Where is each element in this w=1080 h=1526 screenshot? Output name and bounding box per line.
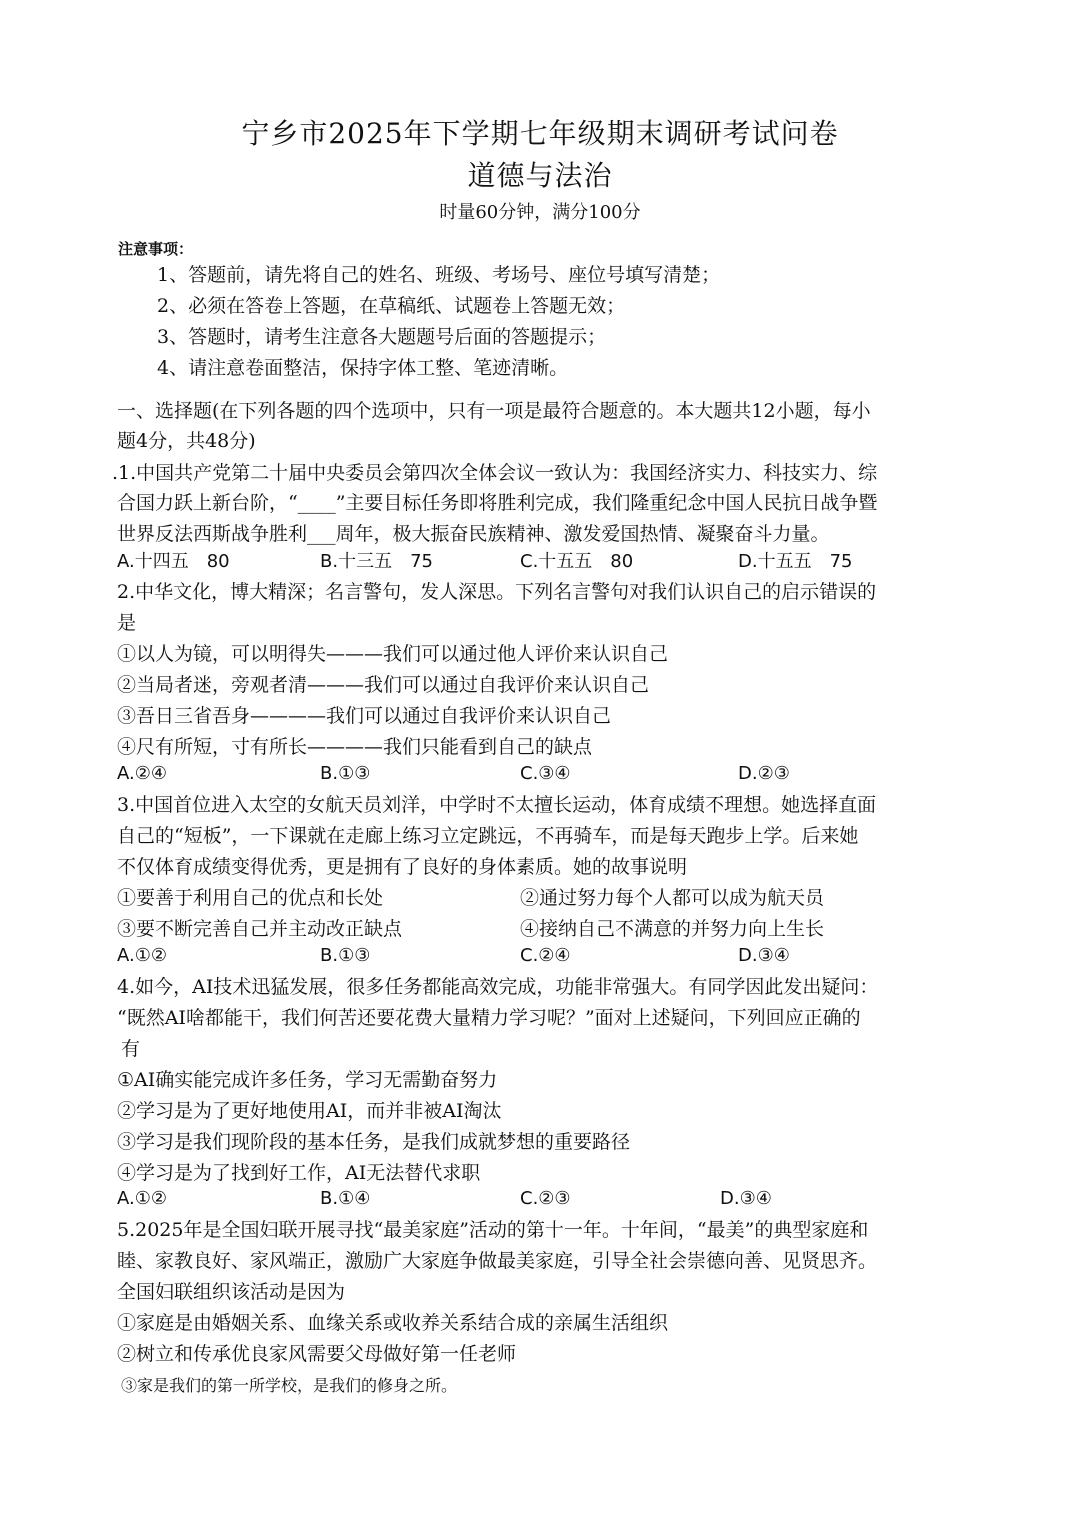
statement-item: ④接纳自己不满意的并努力向上生长 (520, 918, 825, 940)
option-c: C.十五五 80 (520, 551, 634, 572)
option-a: A.十四五 80 (117, 551, 230, 572)
statement-item: ①要善于利用自己的优点和长处 (117, 887, 384, 909)
statement-item: ②通过努力每个人都可以成为航天员 (520, 887, 825, 909)
option-c: C.③④ (520, 763, 571, 784)
question-text: 有 (121, 1038, 141, 1060)
notice-item: 2、必须在答卷上答题，在草稿纸、试题卷上答题无效； (157, 295, 626, 317)
option-a: A.①② (117, 1188, 167, 1209)
option-d: D.③④ (738, 945, 790, 966)
question-text: 是 (117, 612, 137, 634)
notice-item: 3、答题时，请考生注意各大题题号后面的答题提示； (157, 326, 607, 348)
section-heading-cont: 题4分，共48分) (117, 430, 256, 452)
statement-item: ②学习是为了更好地使用AI，而并非被AI淘汰 (117, 1100, 502, 1122)
question-text: 合国力跃上新台阶，“____”主要目标任务即将胜利完成，我们隆重纪念中国人民抗日战争暨 (117, 492, 878, 514)
statement-item: ①AI确实能完成许多任务，学习无需勤奋努力 (117, 1069, 498, 1091)
question-text: 5.2025年是全国妇联开展寻找“最美家庭”活动的第十一年。十年间，“最美”的典型家庭和 (117, 1219, 869, 1241)
page-title: 宁乡市2025年下学期七年级期末调研考试问卷 (241, 117, 839, 150)
statement-item: ③学习是我们现阶段的基本任务，是我们成就梦想的重要路径 (117, 1131, 631, 1153)
section-heading: 一、选择题(在下列各题的四个选项中，只有一项是最符合题意的。本大题共12小题，每小 (117, 400, 871, 422)
option-d: D.十五五 75 (738, 551, 853, 572)
option-a: A.①② (117, 945, 167, 966)
question-text: .1.中国共产党第二十届中央委员会第四次全体会议一致认为：我国经济实力、科技实力、综 (112, 462, 878, 484)
option-b: B.十三五 75 (320, 551, 433, 572)
option-b: B.①③ (320, 763, 371, 784)
statement-item: ②当局者迷，旁观者清———我们可以通过自我评价来认识自己 (117, 674, 650, 696)
option-c: C.②④ (520, 945, 571, 966)
option-a: A.②④ (117, 763, 167, 784)
statement-item: ①以人为镜，可以明得失———我们可以通过他人评价来认识自己 (117, 643, 669, 665)
question-text: “既然AI啥都能干，我们何苦还要花费大量精力学习呢？”面对上述疑问，下列回应正确的 (117, 1007, 861, 1029)
statement-item: ②树立和传承优良家风需要父母做好第一任老师 (117, 1343, 517, 1365)
question-text: 睦、家教良好、家风端正，激励广大家庭争做最美家庭，引导全社会崇德向善、见贤思齐。 (117, 1250, 878, 1272)
option-d: D.②③ (738, 763, 790, 784)
subject-title: 道德与法治 (467, 159, 613, 192)
statement-item: ④学习是为了找到好工作，AI无法替代求职 (117, 1162, 481, 1184)
option-b: B.①③ (320, 945, 371, 966)
option-c: C.②③ (520, 1188, 571, 1209)
statement-item: ③要不断完善自己并主动改正缺点 (117, 918, 403, 940)
option-b: B.①④ (320, 1188, 371, 1209)
question-text: 3.中国首位进入太空的女航天员刘洋，中学时不太擅长运动，体育成绩不理想。她选择直面 (117, 794, 877, 816)
question-text: 全国妇联组织该活动是因为 (117, 1281, 346, 1303)
question-text: 自己的“短板”，一下课就在走廊上练习立定跳远，不再骑车，而是每天跑步上学。后来她 (117, 825, 859, 847)
question-text: 4.如今，AI技术迅猛发展，很多任务都能高效完成，功能非常强大。有同学因此发出疑问： (117, 976, 879, 998)
statement-item: ③吾日三省吾身————我们可以通过自我评价来认识自己 (117, 705, 612, 727)
question-text: 2.中华文化，博大精深；名言警句，发人深思。下列名言警句对我们认识自己的启示错误的 (117, 581, 877, 603)
option-d: D.③④ (720, 1188, 772, 1209)
notice-item: 1、答题前，请先将自己的姓名、班级、考场号、座位号填写清楚； (157, 264, 721, 286)
statement-item: ④尺有所短，寸有所长————我们只能看到自己的缺点 (117, 736, 593, 758)
notice-item: 4、请注意卷面整洁，保持字体工整、笔迹清晰。 (157, 357, 569, 379)
question-text: 世界反法西斯战争胜利___周年，极大振奋民族精神、激发爱国热情、凝聚奋斗力量。 (117, 523, 830, 545)
question-text: 不仅体育成绩变得优秀，更是拥有了良好的身体素质。她的故事说明 (117, 856, 688, 878)
time-info: 时量60分钟，满分100分 (439, 202, 641, 223)
notice-heading: 注意事项： (118, 240, 194, 258)
statement-item: ③家是我们的第一所学校，是我们的修身之所。 (121, 1376, 458, 1395)
statement-item: ①家庭是由婚姻关系、血缘关系或收养关系结合成的亲属生活组织 (117, 1312, 669, 1334)
